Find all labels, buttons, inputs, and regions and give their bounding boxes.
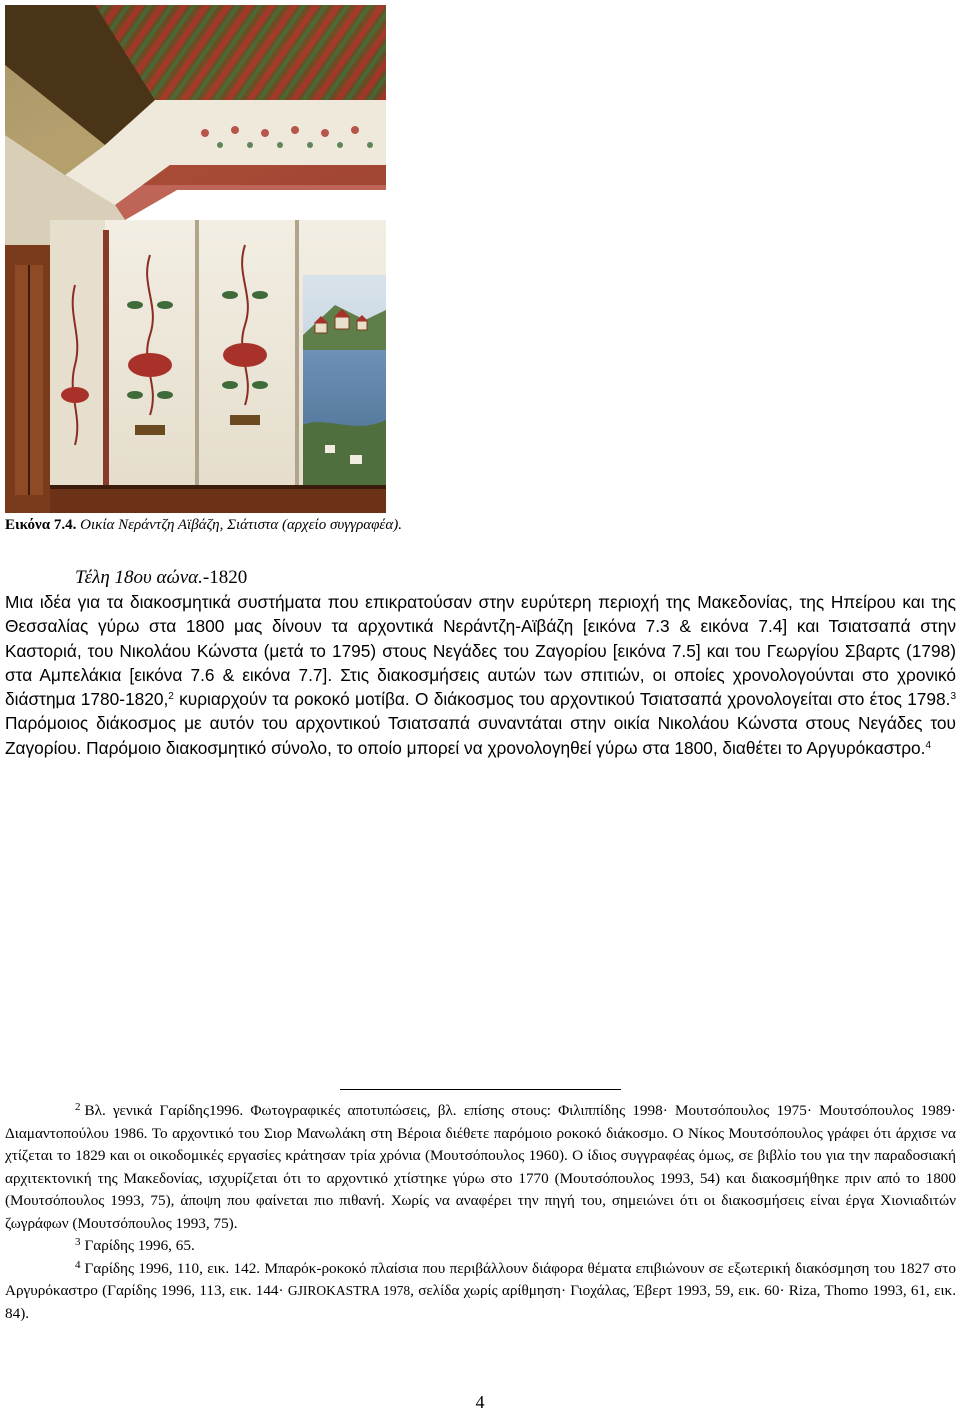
figure-caption-text: Οικία Νεράντζη Αϊβάζη, Σιάτιστα (αρχείο συγγραφέα). xyxy=(80,517,402,533)
footnote-text: Βλ. γενικά Γαρίδης1996. Φωτογραφικές αποτυπώσεις, βλ. επίσης στους: Φιλιππίδης 1998· Μουτσόπουλος 1975· Μουτσόπουλος 1989· Διαμαντοπούλου 1986. Το αρχοντικό του Σιορ Μανωλάκη στη Βέροια διέθετε παρόμοιο ροκοκό διάκοσμο. Ο Νίκος Μουτσόπουλος γράφει ότι άρχισε να χτίζεται το 1829 και οι οικοδομικές εργασίες κράτησαν τρία χρόνια (Μουτσόπουλος 1960). Ο ίδιος συγγραφέας όμως, σε βιβλίο του για την παραδοσιακή αρχιτεκτονική της Μακεδονίας, ισχυρίζεται ότι το αρχοντικό χτίστηκε γύρω στο 1770 (Μουτσόπουλος 1993, 54) και διακοσμήθηκε πριν από το 1800 (Μουτσόπουλος 1993, 75), άποψη που φαίνεται πιο πιθανή. Χωρίς να αναφέρει την πηγή του, σημειώνει ότι οι διακοσμήσεις είναι έργα Χιονιαδιτών ζωγράφων (Μουτσόπουλος 1993, 75). xyxy=(5,1102,956,1232)
date-line-italic: Τέλη 18ου αώνα. xyxy=(75,567,203,588)
footnote-3: 3 Γαρίδης 1996, 65. xyxy=(75,1236,195,1254)
footnote-ref-3[interactable]: 3 xyxy=(950,691,956,703)
body-text-part-3: Παρόμοιος διάκοσμος με αυτόν του αρχοντικού Τσιατσαπά συναντάται στην οικία Νικολάου Κώνστα στους Νεγάδες του Ζαγορίου. Παρόμοιο διακοσμητικό σύνολο, το οποίο μπορεί να χρονολογηθεί γύρω στα 1800, διαθέτει το Αργυρόκαστρο. xyxy=(5,713,956,758)
footnote-ref-4[interactable]: 4 xyxy=(925,739,931,751)
date-line-rest: -1820 xyxy=(202,567,248,588)
figure-caption xyxy=(5,515,402,535)
footnotes xyxy=(5,1100,956,1325)
body-paragraph xyxy=(5,590,956,760)
footnote-text-smallcaps: GJIROKASTRA 1978 xyxy=(287,1283,411,1298)
figure-label: Εικόνα 7.4. xyxy=(5,517,77,533)
footnote-2: 2 Βλ. γενικά Γαρίδης1996. Φωτογραφικές αποτυπώσεις, βλ. επίσης στους: Φιλιππίδης 1998· Μουτσόπουλος 1975· Μουτσόπουλος 1989· Διαμαντοπούλου 1986. Το αρχοντικό του Σιορ Μανωλάκη στη Βέροια διέθετε παρόμοιο ροκοκό διάκοσμο. Ο Νίκος Μουτσόπουλος γράφει ότι άρχισε να χτίζεται το 1829 και οι οικοδομικές εργασίες κράτησαν τρία χρόνια (Μουτσόπουλος 1960). Ο ίδιος συγγραφέας όμως, σε βιβλίο του για την παραδοσιακή αρχιτεκτονική της Μακεδονίας, ισχυρίζεται ότι το αρχοντικό χτίστηκε γύρω στο 1770 (Μουτσόπουλος 1993, 54) και διακοσμήθηκε πριν από το 1800 (Μουτσόπουλος 1993, 75), άποψη που φαίνεται πιο πιθανή. Χωρίς να αναφέρει την πηγή του, σημειώνει ότι οι διακοσμήσεις είναι έργα Χιονιαδιτών ζωγράφων (Μουτσόπουλος 1993, 75). xyxy=(5,1101,956,1232)
figure-photo xyxy=(5,5,386,513)
footnote-4: 4 Γαρίδης 1996, 110, εικ. 142. Μπαρόκ-ροκοκό πλαίσια που περιβάλλουν διάφορα θέματα επιβιώνουν σε εξωτερική διακόσμηση του 1827 στο Αργυρόκαστρο (Γαρίδης 1996, 113, εικ. 144· GJIROKASTRA 1978, σελίδα χωρίς αρίθμηση· Γιοχάλας, Έβερτ 1993, 59, εικ. 60· Riza, Thomo 1993, 61, εικ. 84). xyxy=(5,1258,957,1322)
footnote-separator xyxy=(340,1089,621,1090)
body-text-part-1: Μια ιδέα για τα διακοσμητικά συστήματα που επικρατούσαν στην ευρύτερη περιοχή της Μακεδονίας, της Ηπείρου και της Θεσσαλίας γύρω στα 1800 μας δίνουν τα αρχοντικά Νεράντζη-Αϊβάζη [εικόνα 7.3 & εικόνα 7.4] και Τσιατσαπά στην Καστοριά, του Νικολάου Κώνστα (μετά το 1795) στους Νεγάδες του Ζαγορίου [εικόνα 7.5] και του Γεωργίου Σβαρτς (1798) στα Αμπελάκια [εικόνα 7.6 & εικόνα 7.7]. Στις διακοσμήσεις αυτών των σπιτιών, οι οποίες χρονολογούνται στο χρονικό διάστημα 1780-1820, xyxy=(5,592,956,710)
footnote-text: Γαρίδης 1996, 65. xyxy=(84,1237,195,1254)
date-line xyxy=(75,566,247,590)
footnote-text: Γαρίδης 1996, 110, εικ. 142. Μπαρόκ-ροκοκό πλαίσια που περιβάλλουν διάφορα θέματα επιβιώνουν σε εξωτερική διακόσμηση του 1827 στο Αργυρόκαστρο (Γαρίδης 1996, 113, εικ. 144· xyxy=(5,1259,956,1299)
footnote-ref-2[interactable]: 2 xyxy=(168,691,174,703)
footnote-text: , σελίδα χωρίς αρίθμηση· Γιοχάλας, Έβερτ 1993, 59, εικ. 60· Riza, Thomo 1993, 61, εικ. 84). xyxy=(5,1282,957,1322)
body-text-part-2: κυριαρχούν τα ροκοκό μοτίβα. Ο διάκοσμος του αρχοντικού Τσιατσαπά χρονολογείται στο έτος 1798. xyxy=(173,689,951,710)
page-number: 4 xyxy=(475,1392,485,1412)
